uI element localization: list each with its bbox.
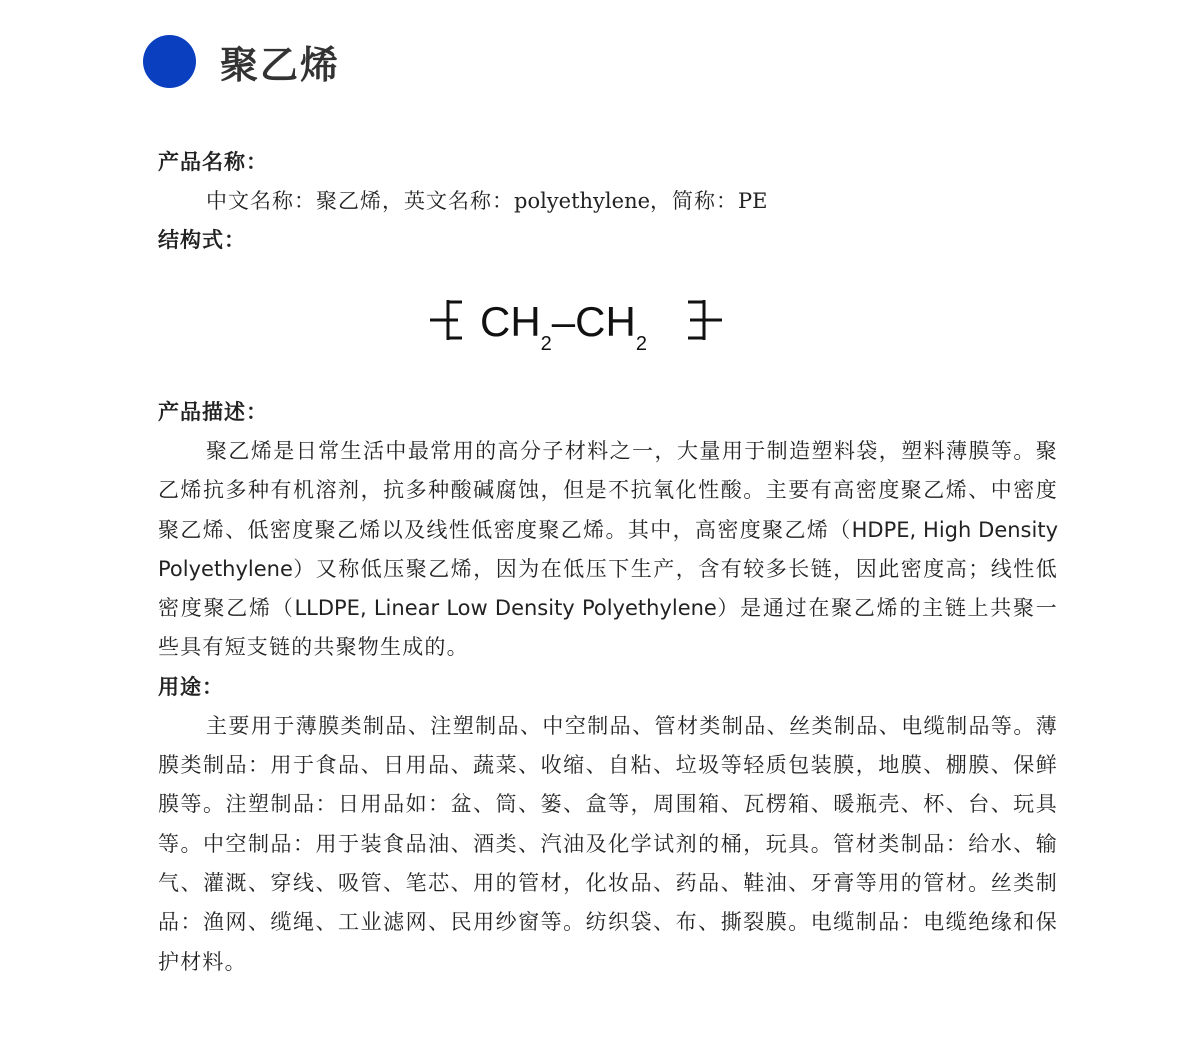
description-paragraph: [158, 432, 1058, 668]
page-title: 聚乙烯: [220, 42, 341, 87]
subscript-1: 2: [540, 333, 552, 355]
description-text-1: 聚乙烯是日常生活中最常用的高分子材料之一，大量用于制造塑料袋，塑料薄膜等。聚乙烯抗多种有机溶剂，抗多种酸碱腐蚀，但是不抗氧化性酸。主要有高密度聚乙烯、中密度聚乙烯、低密度聚乙烯以及线性低密度聚乙烯。其中，高密度聚乙烯（: [158, 439, 1058, 542]
name-label: 产品名称：: [158, 150, 268, 174]
description-en-2: LLDPE, Linear Low Density Polyethylene: [294, 596, 717, 621]
page-header: [143, 33, 340, 89]
section-bullet-icon: [143, 35, 196, 88]
formula-bond: –: [551, 298, 576, 345]
formula-unit-2: CH: [575, 298, 636, 345]
main-content: [158, 143, 1058, 982]
description-text-3: ）是通过在聚乙烯的主链上共聚一些具有短支链的共聚物生成的。: [158, 596, 1058, 660]
usage-label: 用途：: [158, 674, 224, 699]
abbreviation: PE: [738, 189, 768, 213]
abbr-prefix: ，简称：: [650, 189, 739, 213]
description-label: 产品描述：: [158, 400, 268, 424]
description-en-1: HDPE, High Density Polyethylene: [158, 517, 1058, 581]
formula-unit-1: CH: [480, 298, 541, 345]
name-line: [158, 182, 1058, 221]
structure-label: 结构式：: [158, 228, 246, 252]
subscript-2: 2: [635, 333, 647, 355]
name-line-prefix: 中文名称：聚乙烯，英文名称：: [206, 189, 514, 213]
description-text-2: ）又称低压聚乙烯，因为在低压下生产，含有较多长链，因此密度高；线性低密度聚乙烯（: [158, 556, 1058, 621]
english-name: polyethylene: [514, 189, 651, 213]
usage-paragraph: 主要用于薄膜类制品、注塑制品、中空制品、管材类制品、丝类制品、电缆制品等。薄膜类制品：用于食品、日用品、蔬菜、收缩、自粘、垃圾等轻质包装膜，地膜、棚膜、保鲜膜等。注塑制品：日用品如：盆、筒、篓、盒等，周围箱、瓦楞箱、暖瓶壳、杯、台、玩具等。中空制品：用于装食品油、酒类、汽油及化学试剂的桶，玩具。管材类制品：给水、输气、灌溉、穿线、吸管、笔芯、用的管材，化妆品、药品、鞋油、牙膏等用的管材。丝类制品：渔网、缆绳、工业滤网、民用纱窗等。纺织袋、布、撕裂膜。电缆制品：电缆绝缘和保护材料。: [158, 713, 1058, 974]
